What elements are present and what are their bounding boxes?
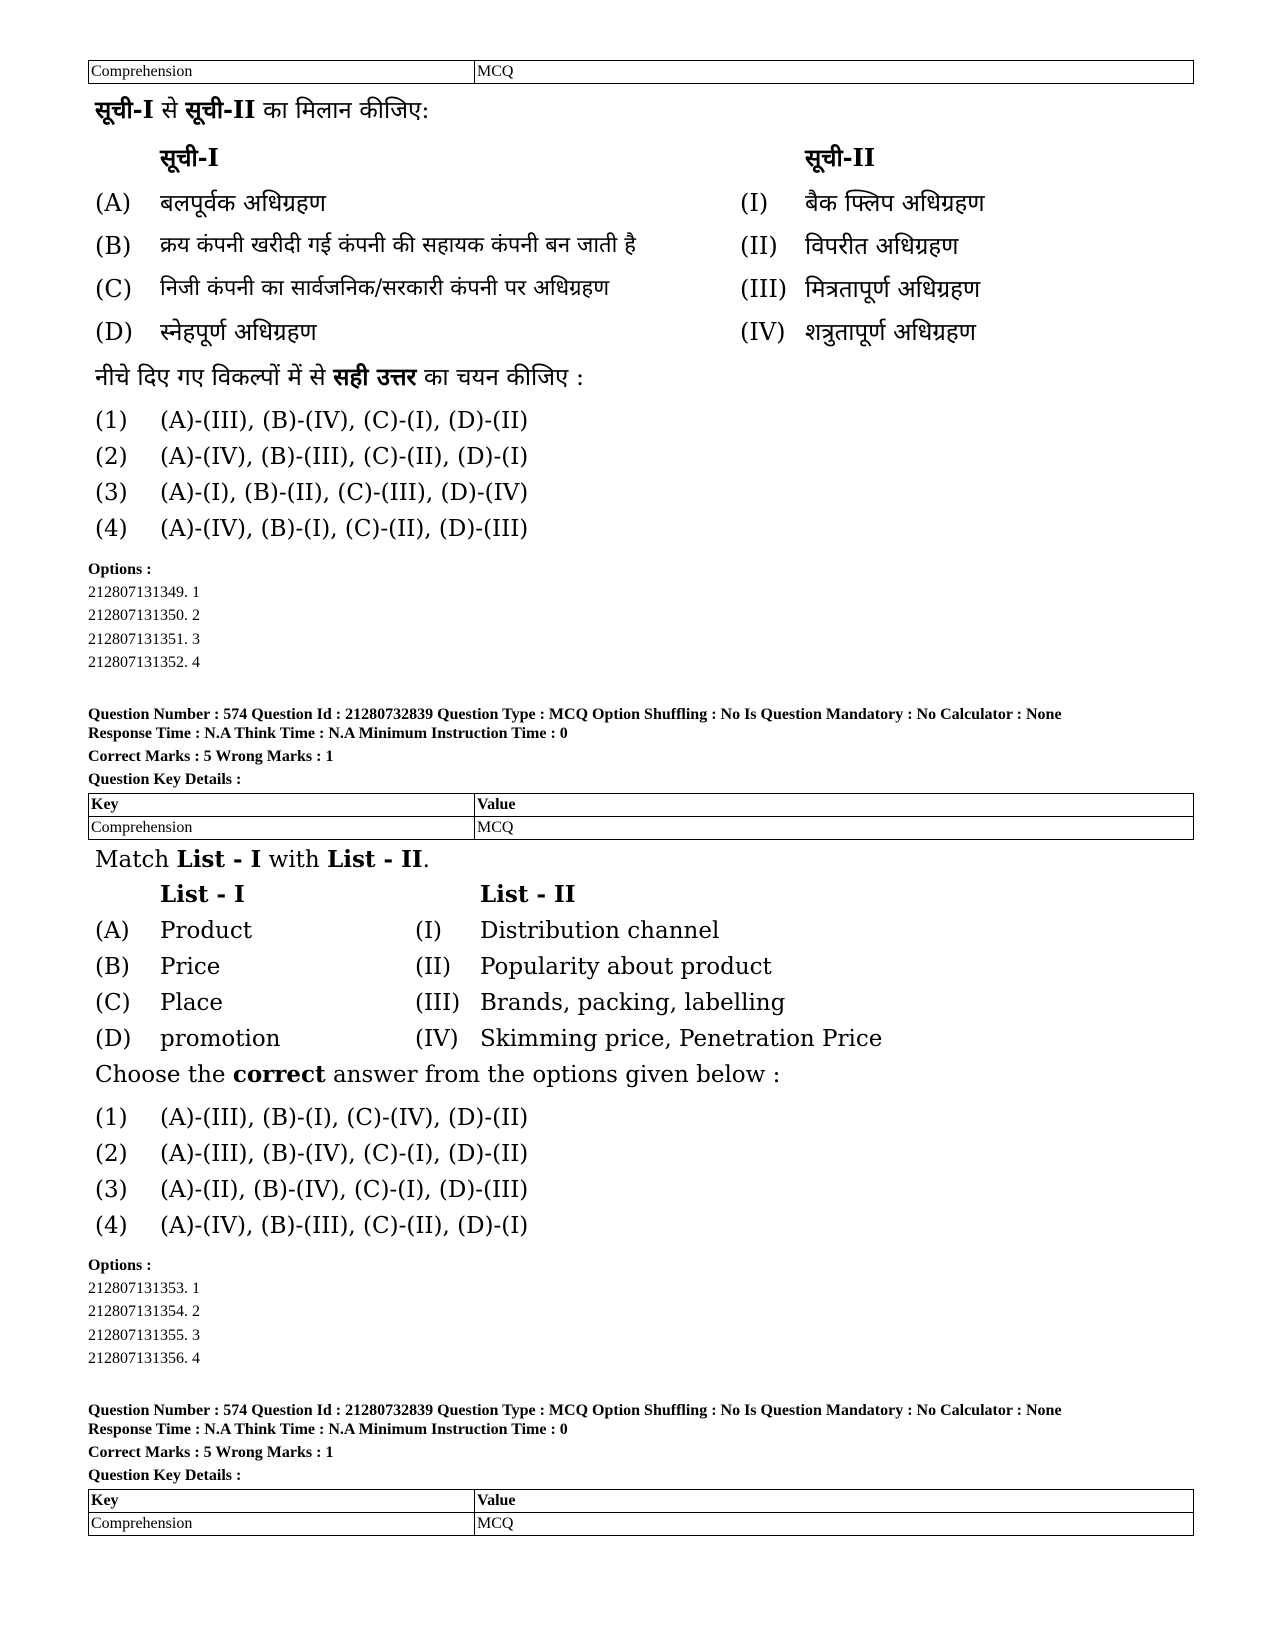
table-cell-value: MCQ — [475, 1513, 1194, 1536]
q2-prompt-list1: List - I — [176, 846, 262, 873]
q1-options-label: Options : — [88, 561, 152, 578]
q2-row-label: (D) — [95, 1026, 132, 1052]
table-header-key: Key — [89, 794, 475, 817]
table-cell-key: Comprehension — [89, 1513, 475, 1536]
q1-row-roman: (IV) — [740, 318, 786, 346]
q2-choose — [95, 1060, 780, 1090]
q1-option-id: 212807131352. 4 — [88, 654, 200, 671]
q1-choose-start: नीचे दिए गए विकल्पों में से — [95, 363, 334, 391]
q2-row-match: Skimming price, Penetration Price — [480, 1026, 883, 1052]
q2-answer-text: (A)-(III), (B)-(IV), (C)-(I), (D)-(II) — [160, 1141, 529, 1167]
q2-meta-line2: Response Time : N.A Think Time : N.A Minimum Instruction Time : 0 — [88, 725, 568, 742]
q1-row-roman: (III) — [740, 275, 788, 303]
table-header-key: Key — [89, 1490, 475, 1513]
q2-row-text: Place — [160, 990, 224, 1016]
q1-list1-title: सूची-I — [160, 143, 219, 172]
table-row — [89, 817, 1194, 840]
q2-prompt-mid: with — [261, 847, 328, 873]
q2-row-text: Product — [160, 918, 252, 944]
q1-option-id: 212807131351. 3 — [88, 631, 200, 648]
q2-option-id: 212807131354. 2 — [88, 1303, 200, 1320]
q1-prompt-list1: सूची-I — [95, 95, 154, 124]
q2-row-text: promotion — [160, 1026, 281, 1052]
q2-choose-end: answer from the options given below : — [325, 1062, 781, 1088]
q2-meta-line1: Question Number : 574 Question Id : 21280732839 Question Type : MCQ Option Shuffling : No Is Question Mandatory : No Calculator : None — [88, 706, 1062, 723]
q2-key-details: Question Key Details : — [88, 771, 242, 788]
q1-prompt — [95, 95, 429, 125]
q2-row-label: (A) — [95, 918, 130, 944]
q2-row-match: Distribution channel — [480, 918, 720, 944]
q2-row-match: Popularity about product — [480, 954, 772, 980]
q1-row-label: (B) — [95, 232, 132, 260]
q2-answer-num: (3) — [95, 1177, 128, 1203]
q2-row-roman: (III) — [415, 990, 461, 1016]
q2-answer-text: (A)-(III), (B)-(I), (C)-(IV), (D)-(II) — [160, 1105, 529, 1131]
q2-prompt-start: Match — [95, 847, 177, 873]
q2-prompt-list2: List - II — [327, 846, 423, 873]
q1-option-id: 212807131350. 2 — [88, 607, 200, 624]
q2-option-id: 212807131355. 3 — [88, 1327, 200, 1344]
q2-row-text: Price — [160, 954, 221, 980]
q1-choose-bold: सही उत्तर — [333, 362, 417, 391]
q3-key-table — [88, 1489, 1194, 1536]
q2-row-label: (B) — [95, 954, 130, 980]
q1-row-text: बलपूर्वक अधिग्रहण — [160, 189, 326, 217]
table-header-row — [89, 1490, 1194, 1513]
q1-row-text: स्नेहपूर्ण अधिग्रहण — [160, 318, 317, 346]
q1-answer-text: (A)-(I), (B)-(II), (C)-(III), (D)-(IV) — [160, 480, 529, 506]
q2-row-roman: (I) — [415, 918, 443, 944]
q2-answer-num: (1) — [95, 1105, 128, 1131]
table-row — [89, 1513, 1194, 1536]
q2-answer-num: (4) — [95, 1213, 128, 1239]
q2-answer-num: (2) — [95, 1141, 128, 1167]
q2-row-match: Brands, packing, labelling — [480, 990, 786, 1016]
table-header-value: Value — [475, 794, 1194, 817]
q2-choose-start: Choose the — [95, 1062, 233, 1088]
q2-option-id: 212807131353. 1 — [88, 1280, 200, 1297]
q2-answer-text: (A)-(II), (B)-(IV), (C)-(I), (D)-(III) — [160, 1177, 529, 1203]
q1-option-id: 212807131349. 1 — [88, 584, 200, 601]
table-cell-key: Comprehension — [89, 61, 475, 84]
q3-key-details: Question Key Details : — [88, 1467, 242, 1484]
table-cell-key: Comprehension — [89, 817, 475, 840]
q2-row-roman: (II) — [415, 954, 452, 980]
q1-row-match: विपरीत अधिग्रहण — [805, 232, 959, 260]
q2-choose-bold: correct — [232, 1061, 326, 1088]
q1-row-roman: (II) — [740, 232, 778, 260]
q1-choose — [95, 362, 584, 392]
q2-options-label: Options : — [88, 1257, 152, 1274]
q1-row-roman: (I) — [740, 189, 769, 217]
q1-choose-end: का चयन कीजिए : — [416, 363, 585, 391]
q1-answer-num: (3) — [95, 480, 128, 506]
q2-row-label: (C) — [95, 990, 131, 1016]
q2-option-id: 212807131356. 4 — [88, 1350, 200, 1367]
q1-row-label: (C) — [95, 275, 133, 303]
table-header-value: Value — [475, 1490, 1194, 1513]
q1-row-text: क्रय कंपनी खरीदी गई कंपनी की सहायक कंपनी बन जाती है — [160, 233, 636, 258]
q2-prompt — [95, 845, 430, 875]
q2-marks: Correct Marks : 5 Wrong Marks : 1 — [88, 748, 334, 765]
q1-row-text: निजी कंपनी का सार्वजनिक/सरकारी कंपनी पर अधिग्रहण — [160, 276, 610, 301]
q1-prompt-list2: सूची-II — [185, 95, 256, 124]
q2-answer-text: (A)-(IV), (B)-(III), (C)-(II), (D)-(I) — [160, 1213, 529, 1239]
q1-answer-text: (A)-(IV), (B)-(I), (C)-(II), (D)-(III) — [160, 516, 529, 542]
q1-prompt-end: का मिलान कीजिए: — [255, 96, 430, 124]
q3-marks: Correct Marks : 5 Wrong Marks : 1 — [88, 1444, 334, 1461]
top-key-table — [88, 60, 1194, 84]
table-header-row — [89, 794, 1194, 817]
q3-meta-line2: Response Time : N.A Think Time : N.A Minimum Instruction Time : 0 — [88, 1421, 568, 1438]
q2-prompt-end: . — [422, 847, 430, 873]
q1-list2-title: सूची-II — [805, 143, 876, 172]
q1-row-match: शत्रुतापूर्ण अधिग्रहण — [805, 318, 977, 346]
table-cell-value: MCQ — [475, 61, 1194, 84]
table-cell-value: MCQ — [475, 817, 1194, 840]
q1-prompt-mid: से — [153, 96, 186, 124]
q1-row-match: बैक फ्लिप अधिग्रहण — [805, 189, 985, 217]
table-row — [89, 61, 1194, 84]
q1-answer-num: (4) — [95, 516, 128, 542]
q1-row-label: (D) — [95, 318, 133, 346]
q1-row-label: (A) — [95, 189, 132, 217]
q1-answer-text: (A)-(III), (B)-(IV), (C)-(I), (D)-(II) — [160, 408, 529, 434]
q1-row-match: मित्रतापूर्ण अधिग्रहण — [805, 275, 981, 303]
q2-key-table — [88, 793, 1194, 840]
q1-answer-num: (2) — [95, 444, 128, 470]
q2-list2-title: List - II — [480, 881, 576, 908]
q2-list1-title: List - I — [160, 881, 245, 908]
q1-answer-num: (1) — [95, 408, 128, 434]
q3-meta-line1: Question Number : 574 Question Id : 21280732839 Question Type : MCQ Option Shuffling : No Is Question Mandatory : No Calculator : None — [88, 1402, 1062, 1419]
q2-row-roman: (IV) — [415, 1026, 459, 1052]
q1-answer-text: (A)-(IV), (B)-(III), (C)-(II), (D)-(I) — [160, 444, 529, 470]
